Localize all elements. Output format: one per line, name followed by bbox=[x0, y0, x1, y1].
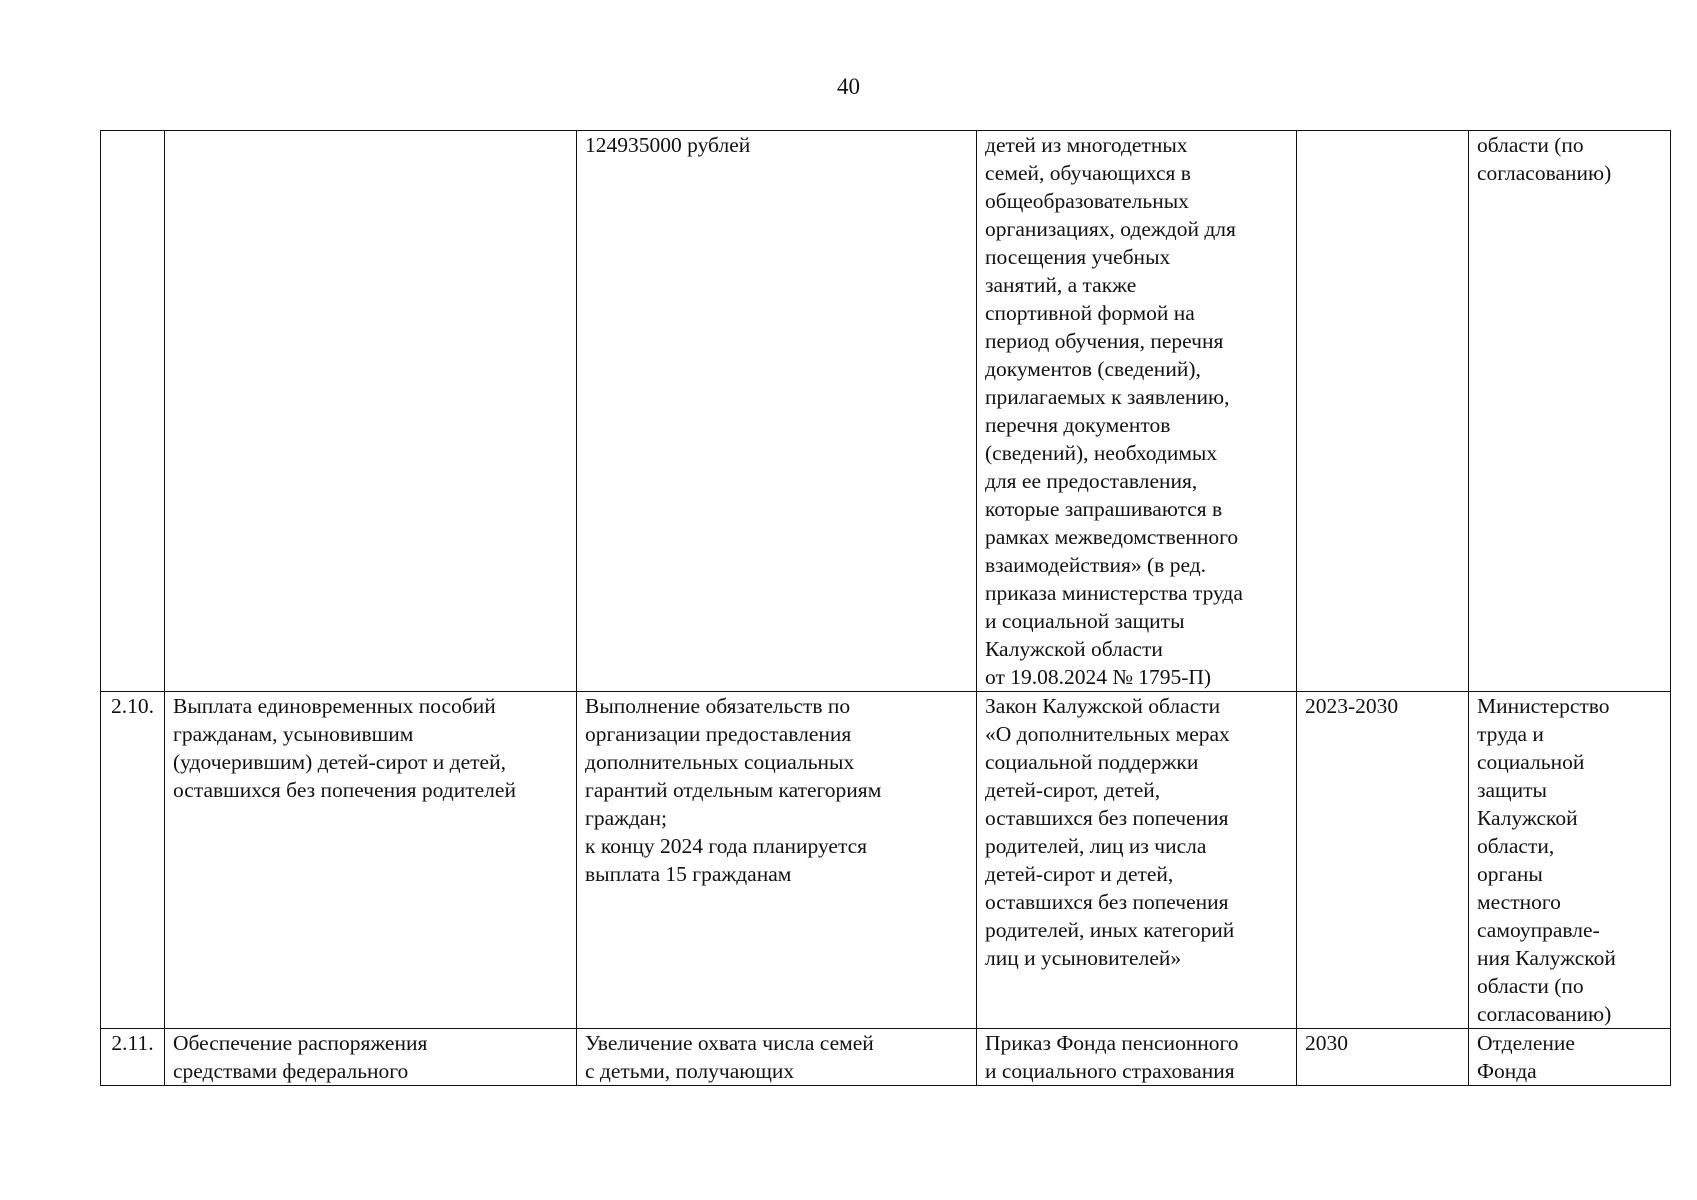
cell-text-line: местного bbox=[1477, 890, 1561, 914]
cell-text-line: Калужской bbox=[1477, 806, 1578, 830]
cell-text-line: ния Калужской bbox=[1477, 946, 1616, 970]
cell-text-line: (сведений), необходимых bbox=[985, 441, 1218, 465]
cell-text-line: труда и bbox=[1477, 722, 1544, 746]
cell-text-line: родителей, лиц из числа bbox=[985, 834, 1207, 858]
cell-text-line: Отделение bbox=[1477, 1031, 1575, 1055]
cell-text-line: гарантий отдельным категориям bbox=[585, 778, 882, 802]
cell-text-line: оставшихся без попечения bbox=[985, 890, 1229, 914]
cell-text-line: области (по bbox=[1477, 974, 1584, 998]
cell-text-line: период обучения, перечня bbox=[985, 329, 1224, 353]
cell-text-line: и социального страхования bbox=[985, 1059, 1235, 1083]
cell-text-line: области (по bbox=[1477, 133, 1584, 157]
cell-text-line: оставшихся без попечения bbox=[985, 806, 1229, 830]
basis-cell bbox=[977, 1029, 1297, 1086]
cell-text-line: лиц и усыновителей» bbox=[985, 946, 1182, 970]
executor-cell bbox=[1469, 1029, 1671, 1086]
cell-text-line: занятий, а также bbox=[985, 273, 1137, 297]
cell-text-line: «О дополнительных мерах bbox=[985, 722, 1230, 746]
cell-text-line: Приказ Фонда пенсионного bbox=[985, 1031, 1239, 1055]
result-cell bbox=[577, 1029, 977, 1086]
cell-text-line: и социальной защиты bbox=[985, 609, 1185, 633]
cell-text-line: семей, обучающихся в bbox=[985, 161, 1191, 185]
cell-text-line: приказа министерства труда bbox=[985, 581, 1243, 605]
cell-text-line: Выплата единовременных пособий bbox=[173, 694, 496, 718]
table-row bbox=[101, 131, 1671, 692]
executor-cell bbox=[1469, 131, 1671, 692]
cell-text-line: общеобразовательных bbox=[985, 189, 1189, 213]
cell-text-line: прилагаемых к заявлению, bbox=[985, 385, 1230, 409]
cell-text-line: Обеспечение распоряжения bbox=[173, 1031, 428, 1055]
measure-cell bbox=[165, 692, 577, 1029]
cell-text-line: граждан; bbox=[585, 806, 667, 830]
cell-text-line: документов (сведений), bbox=[985, 357, 1201, 381]
cell-text-line: социальной bbox=[1477, 750, 1585, 774]
cell-text-line: Фонда bbox=[1477, 1059, 1537, 1083]
row-number-cell: 2.10. bbox=[101, 692, 165, 1029]
cell-text-line: средствами федерального bbox=[173, 1059, 409, 1083]
cell-text-line: посещения учебных bbox=[985, 245, 1171, 269]
row-number-cell: 2.11. bbox=[101, 1029, 165, 1086]
cell-text-line: гражданам, усыновившим bbox=[173, 722, 414, 746]
cell-text-line: родителей, иных категорий bbox=[985, 918, 1235, 942]
cell-text-line: к концу 2024 года планируется bbox=[585, 834, 868, 858]
cell-text-line: защиты bbox=[1477, 778, 1547, 802]
cell-text-line: детей-сирот, детей, bbox=[985, 778, 1161, 802]
page-number: 40 bbox=[837, 74, 860, 99]
cell-text-line: перечня документов bbox=[985, 413, 1171, 437]
result-cell bbox=[577, 692, 977, 1029]
cell-text-line: рамках межведомственного bbox=[985, 525, 1239, 549]
cell-text-line: согласованию) bbox=[1477, 161, 1612, 185]
cell-text-line: детей из многодетных bbox=[985, 133, 1188, 157]
cell-text-line: 124935000 рублей bbox=[585, 133, 751, 157]
cell-text-line: с детьми, получающих bbox=[585, 1059, 795, 1083]
cell-text-line: Калужской области bbox=[985, 637, 1163, 661]
cell-text-line: Увеличение охвата числа семей bbox=[585, 1031, 874, 1055]
table-row bbox=[101, 692, 1671, 1029]
cell-text-line: органы bbox=[1477, 862, 1543, 886]
cell-text-line: оставшихся без попечения родителей bbox=[173, 778, 516, 802]
cell-text-line: Министерство bbox=[1477, 694, 1610, 718]
basis-cell bbox=[977, 131, 1297, 692]
period-cell: 2023-2030 bbox=[1297, 692, 1469, 1029]
cell-text-line: дополнительных социальных bbox=[585, 750, 855, 774]
measure-cell bbox=[165, 131, 577, 692]
result-cell bbox=[577, 131, 977, 692]
cell-text-line: области, bbox=[1477, 834, 1555, 858]
cell-text-line: взаимодействия» (в ред. bbox=[985, 553, 1207, 577]
row-number-cell bbox=[101, 131, 165, 692]
cell-text-line: социальной поддержки bbox=[985, 750, 1199, 774]
cell-text-line: (удочерившим) детей-сирот и детей, bbox=[173, 750, 506, 774]
cell-text-line: спортивной формой на bbox=[985, 301, 1195, 325]
cell-text-line: Закон Калужской области bbox=[985, 694, 1221, 718]
cell-text-line: для ее предоставления, bbox=[985, 469, 1198, 493]
executor-cell bbox=[1469, 692, 1671, 1029]
period-cell bbox=[1297, 131, 1469, 692]
table-row bbox=[101, 1029, 1671, 1086]
cell-text-line: выплата 15 гражданам bbox=[585, 862, 792, 886]
cell-text-line: которые запрашиваются в bbox=[985, 497, 1223, 521]
cell-text-line: самоуправле- bbox=[1477, 918, 1600, 942]
cell-text-line: организации предоставления bbox=[585, 722, 852, 746]
period-cell: 2030 bbox=[1297, 1029, 1469, 1086]
cell-text-line: детей-сирот и детей, bbox=[985, 862, 1174, 886]
cell-text-line: организациях, одеждой для bbox=[985, 217, 1236, 241]
basis-cell bbox=[977, 692, 1297, 1029]
measure-cell bbox=[165, 1029, 577, 1086]
measures-table bbox=[100, 130, 1671, 1086]
cell-text-line: Выполнение обязательств по bbox=[585, 694, 851, 718]
cell-text-line: от 19.08.2024 № 1795-П) bbox=[985, 665, 1212, 689]
cell-text-line: согласованию) bbox=[1477, 1002, 1612, 1026]
